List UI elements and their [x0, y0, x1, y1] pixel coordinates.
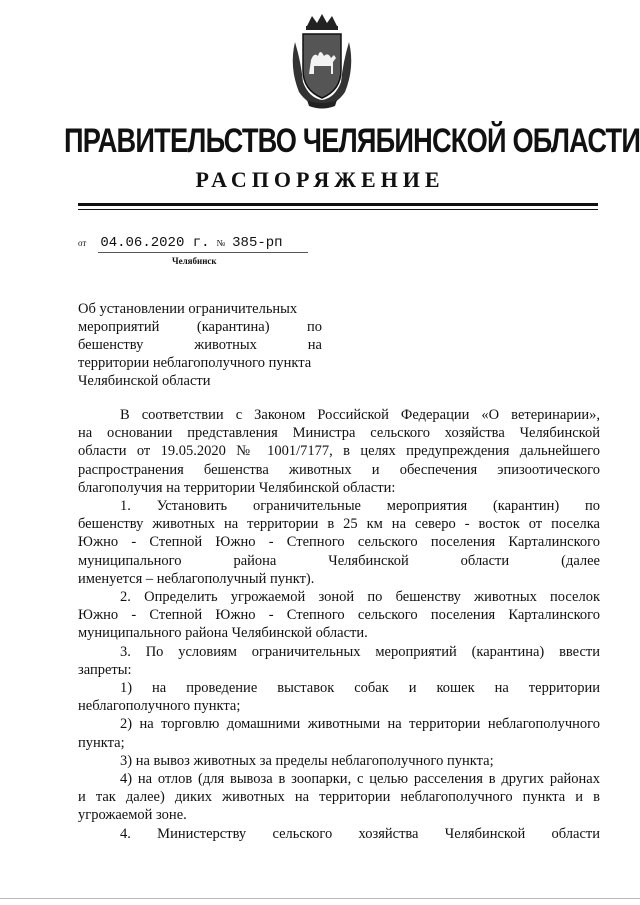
- subject-line: Об установлении ограничительных: [78, 301, 298, 317]
- document-date: 04.06.2020 г.: [100, 235, 210, 251]
- text-line: муниципального района Челябинской области (далее: [78, 552, 600, 569]
- header-divider-thick: [78, 203, 598, 206]
- item-1-paragraph: [78, 497, 600, 588]
- text-line: 2. Определить угрожаемой зоной по бешенству животных поселок: [120, 589, 600, 606]
- text-line: Южно - Степной Южно - Степного сельского поселения Карталинского: [78, 607, 600, 624]
- subject-line: территории неблагополучного пункта: [78, 355, 312, 371]
- document-type-title: РАСПОРЯЖЕНИЕ: [195, 167, 445, 192]
- text-line: благополучия на территории Челябинской области:: [78, 479, 396, 496]
- subject-line: мероприятий (карантина) по: [78, 319, 322, 335]
- text-line: на основании представления Министра сельского хозяйства Челябинской: [78, 425, 600, 442]
- text-line: 3) на вывоз животных за пределы неблагополучного пункта;: [120, 752, 494, 769]
- subitem-1-paragraph: [78, 679, 600, 715]
- from-prefix: от: [78, 238, 87, 248]
- text-line: именуется – неблагополучный пункт).: [78, 570, 315, 587]
- text-line: 4. Министерству сельского хозяйства Челябинской области: [120, 825, 600, 842]
- document-number: 385-рп: [232, 235, 283, 251]
- subitem-4-paragraph: [78, 770, 600, 825]
- text-line: муниципального района Челябинской области.: [78, 625, 368, 642]
- document-body: [78, 406, 600, 843]
- date-underline: [98, 252, 308, 253]
- city-name: Челябинск: [172, 256, 217, 266]
- text-line: неблагополучного пункта;: [78, 698, 241, 715]
- text-line: 4) на отлов (для вывоза в зоопарки, с целью расселения в других районах: [120, 771, 600, 788]
- text-line: бешенству животных на территории в 25 км на северо - восток от поселка: [78, 516, 600, 533]
- text-line: и так далее) диких животных на территории неблагополучного пункта и в: [78, 789, 600, 806]
- subject-line: Челябинской области: [78, 373, 211, 389]
- text-line: 1. Установить ограничительные мероприятия (карантин) по: [120, 498, 600, 515]
- subitem-2-paragraph: [78, 715, 600, 751]
- number-prefix: №: [216, 238, 226, 248]
- header-divider-thin: [78, 209, 598, 210]
- subject-line: бешенству животных на: [78, 337, 322, 353]
- coat-of-arms-emblem: [287, 12, 357, 112]
- intro-paragraph: [78, 406, 600, 497]
- text-line: угрожаемой зоне.: [78, 807, 187, 824]
- text-line: пункта;: [78, 734, 125, 751]
- date-number-line: [78, 235, 283, 251]
- text-line: 2) на торговлю домашними животными на территории неблагополучного: [120, 716, 600, 733]
- item-2-paragraph: [78, 588, 600, 643]
- government-title: ПРАВИТЕЛЬСТВО ЧЕЛЯБИНСКОЙ ОБЛАСТИ: [64, 122, 640, 160]
- text-line: области от 19.05.2020 № 1001/7177, в целях предупреждения дальнейшего: [78, 443, 600, 460]
- text-line: Южно - Степной Южно - Степного сельского поселения Карталинского: [78, 534, 600, 551]
- text-line: запреты:: [78, 661, 132, 678]
- subitem-3-paragraph: [78, 752, 600, 770]
- subject-block: [78, 300, 322, 390]
- page-bottom-edge: [0, 898, 640, 899]
- item-4-paragraph: [78, 825, 600, 843]
- text-line: распространения бешенства животных и обеспечения эпизоотического: [78, 461, 600, 478]
- text-line: В соответствии с Законом Российской Федерации «О ветеринарии»,: [120, 407, 600, 423]
- item-3-paragraph: [78, 643, 600, 679]
- text-line: 3. По условиям ограничительных мероприятий (карантина) ввести: [120, 643, 600, 660]
- text-line: 1) на проведение выставок собак и кошек на территории: [120, 680, 600, 697]
